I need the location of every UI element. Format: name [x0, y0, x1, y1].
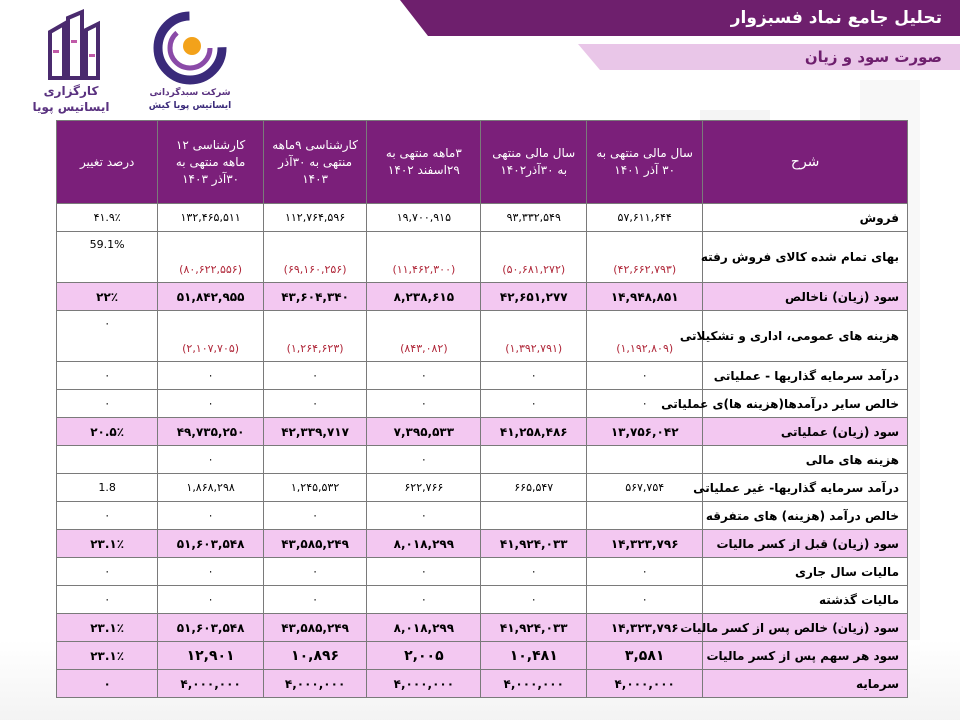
cell-9m-1403: ۰ — [263, 558, 366, 586]
cell-12m-1403: ۵۱,۶۰۳,۵۴۸ — [158, 530, 264, 558]
cell-12m-1403: ۰ — [158, 446, 264, 474]
cell-change-percent: ۰ — [57, 558, 158, 586]
cell-9m-1403: ۴۳,۵۸۵,۲۴۹ — [263, 530, 366, 558]
cell-3m-1402: ۴,۰۰۰,۰۰۰ — [367, 670, 481, 698]
fund-logo-line1: شرکت سبدگردانی — [149, 88, 231, 98]
page-title — [428, 0, 960, 36]
broker-logo-line1: کارگزاری — [43, 84, 99, 98]
cell-fy1401: ۴,۰۰۰,۰۰۰ — [587, 670, 703, 698]
row-label: مالیات سال جاری — [703, 558, 908, 586]
column-header: سال مالی منتهی به ۳۰آذر۱۴۰۲ — [481, 121, 587, 204]
cell-change-percent: ۰ — [57, 670, 158, 698]
table-row — [57, 446, 908, 474]
cell-change-percent: 1.8 — [57, 474, 158, 502]
cell-change-percent: ۲۰.۵٪ — [57, 418, 158, 446]
cell-9m-1403: (۶۹,۱۶۰,۲۵۶) — [263, 232, 366, 283]
cell-3m-1402: ۰ — [367, 586, 481, 614]
cell-fy1402: (۱,۳۹۲,۷۹۱) — [481, 311, 587, 362]
cell-12m-1403: ۴,۰۰۰,۰۰۰ — [158, 670, 264, 698]
broker-logo-icon — [12, 10, 130, 82]
cell-fy1401: ۰ — [587, 586, 703, 614]
cell-fy1401 — [587, 502, 703, 530]
cell-fy1402 — [481, 446, 587, 474]
cell-fy1401: ۱۳,۷۵۶,۰۴۲ — [587, 418, 703, 446]
cell-9m-1403 — [263, 446, 366, 474]
row-label: خالص درآمد (هزینه) های متفرقه — [703, 502, 908, 530]
fund-logo-icon — [140, 10, 240, 86]
cell-change-percent: ۲۲٪ — [57, 283, 158, 311]
cell-change-percent: ۴۱.۹٪ — [57, 204, 158, 232]
cell-change-percent: 59.1% — [57, 232, 158, 283]
column-header: کارشناسی ۹ماهه منتهی به ۳۰آذر ۱۴۰۳ — [263, 121, 366, 204]
cell-fy1401: (۴۲,۶۶۲,۷۹۳) — [587, 232, 703, 283]
table-row — [57, 558, 908, 586]
cell-fy1401: (۱,۱۹۲,۸۰۹) — [587, 311, 703, 362]
row-label: سرمایه — [703, 670, 908, 698]
cell-12m-1403: ۰ — [158, 390, 264, 418]
row-label: هزینه های عمومی، اداری و تشکیلاتی — [703, 311, 908, 362]
fund-logo — [140, 10, 240, 114]
table-row — [57, 232, 908, 283]
cell-9m-1403: ۰ — [263, 390, 366, 418]
cell-12m-1403: ۰ — [158, 586, 264, 614]
row-label: درآمد سرمایه گذاریها - عملیاتی — [703, 362, 908, 390]
table-row — [57, 204, 908, 232]
cell-fy1401 — [587, 446, 703, 474]
cell-fy1401: ۱۴,۳۲۳,۷۹۶ — [587, 614, 703, 642]
cell-3m-1402: (۸۴۳,۰۸۲) — [367, 311, 481, 362]
cell-fy1401: ۰ — [587, 362, 703, 390]
cell-3m-1402: ۲,۰۰۵ — [367, 642, 481, 670]
cell-fy1402: ۹۳,۳۳۲,۵۴۹ — [481, 204, 587, 232]
cell-fy1401: ۵۶۷,۷۵۴ — [587, 474, 703, 502]
table-row — [57, 418, 908, 446]
cell-9m-1403: ۰ — [263, 502, 366, 530]
cell-12m-1403: ۰ — [158, 502, 264, 530]
broker-logo — [12, 10, 130, 114]
cell-change-percent: ۲۳.۱٪ — [57, 530, 158, 558]
cell-fy1401: ۰ — [587, 558, 703, 586]
cell-fy1402 — [481, 502, 587, 530]
row-label: هزینه های مالی — [703, 446, 908, 474]
cell-12m-1403: ۰ — [158, 558, 264, 586]
cell-3m-1402: ۰ — [367, 558, 481, 586]
cell-9m-1403: ۱۱۲,۷۶۴,۵۹۶ — [263, 204, 366, 232]
cell-change-percent: ۰ — [57, 362, 158, 390]
cell-9m-1403: ۰ — [263, 362, 366, 390]
cell-12m-1403: ۴۹,۷۳۵,۲۵۰ — [158, 418, 264, 446]
income-statement-table — [56, 120, 908, 698]
broker-logo-line2: ایساتیس پویا — [32, 100, 110, 114]
cell-9m-1403: ۴,۰۰۰,۰۰۰ — [263, 670, 366, 698]
cell-3m-1402: ۷,۳۹۵,۵۳۳ — [367, 418, 481, 446]
row-label: درآمد سرمایه گذاریها- غیر عملیاتی — [703, 474, 908, 502]
cell-fy1402: ۴۲,۶۵۱,۲۷۷ — [481, 283, 587, 311]
fund-logo-line2: ایساتیس پویا کیش — [148, 101, 232, 111]
row-label: خالص سایر درآمدها(هزینه ها)ی عملیاتی — [703, 390, 908, 418]
table-row — [57, 670, 908, 698]
cell-fy1401: ۳,۵۸۱ — [587, 642, 703, 670]
cell-3m-1402: ۰ — [367, 446, 481, 474]
cell-change-percent — [57, 446, 158, 474]
cell-change-percent: ۲۳.۱٪ — [57, 642, 158, 670]
table-header-row — [57, 121, 908, 204]
table-row — [57, 283, 908, 311]
cell-fy1402: ۴۱,۹۲۴,۰۳۳ — [481, 530, 587, 558]
column-header: کارشناسی ۱۲ ماهه منتهی به ۳۰آذر ۱۴۰۳ — [158, 121, 264, 204]
cell-fy1402: (۵۰,۶۸۱,۲۷۲) — [481, 232, 587, 283]
cell-change-percent: ۲۳.۱٪ — [57, 614, 158, 642]
cell-9m-1403: ۴۳,۵۸۵,۲۴۹ — [263, 614, 366, 642]
cell-change-percent: ۰ — [57, 311, 158, 362]
cell-3m-1402: ۸,۲۳۸,۶۱۵ — [367, 283, 481, 311]
row-label: سود (زیان) عملیاتی — [703, 418, 908, 446]
row-label: فروش — [703, 204, 908, 232]
cell-fy1402: ۰ — [481, 558, 587, 586]
cell-12m-1403: ۱۳۲,۴۶۵,۵۱۱ — [158, 204, 264, 232]
cell-3m-1402: ۸,۰۱۸,۲۹۹ — [367, 614, 481, 642]
cell-3m-1402: ۸,۰۱۸,۲۹۹ — [367, 530, 481, 558]
cell-9m-1403: ۱,۲۴۵,۵۳۲ — [263, 474, 366, 502]
table-row — [57, 311, 908, 362]
cell-fy1402: ۱۰,۴۸۱ — [481, 642, 587, 670]
cell-12m-1403: ۱,۸۶۸,۲۹۸ — [158, 474, 264, 502]
cell-12m-1403: (۲,۱۰۷,۷۰۵) — [158, 311, 264, 362]
cell-fy1401: ۱۴,۹۴۸,۸۵۱ — [587, 283, 703, 311]
page-title-text: تحلیل جامع نماد فسبزوار — [730, 8, 942, 28]
row-label: سود (زیان) خالص پس از کسر مالیات — [703, 614, 908, 642]
cell-3m-1402: (۱۱,۴۶۲,۳۰۰) — [367, 232, 481, 283]
cell-12m-1403: (۸۰,۶۲۲,۵۵۶) — [158, 232, 264, 283]
cell-fy1402: ۰ — [481, 586, 587, 614]
cell-fy1402: ۴,۰۰۰,۰۰۰ — [481, 670, 587, 698]
row-label: سود هر سهم پس از کسر مالیات — [703, 642, 908, 670]
table-row — [57, 614, 908, 642]
table-row — [57, 502, 908, 530]
cell-fy1402: ۶۶۵,۵۴۷ — [481, 474, 587, 502]
cell-fy1402: ۴۱,۲۵۸,۴۸۶ — [481, 418, 587, 446]
table-row — [57, 586, 908, 614]
table-row — [57, 474, 908, 502]
column-header: ۳ماهه منتهی به ۲۹اسفند ۱۴۰۲ — [367, 121, 481, 204]
cell-12m-1403: ۵۱,۸۴۲,۹۵۵ — [158, 283, 264, 311]
cell-9m-1403: ۰ — [263, 586, 366, 614]
cell-change-percent: ۰ — [57, 502, 158, 530]
cell-fy1401: ۱۴,۳۲۳,۷۹۶ — [587, 530, 703, 558]
cell-fy1402: ۰ — [481, 390, 587, 418]
row-label: سود (زیان) ناخالص — [703, 283, 908, 311]
cell-change-percent: ۰ — [57, 390, 158, 418]
column-header: شرح — [703, 121, 908, 204]
row-label: بهای تمام شده کالای فروش رفته — [703, 232, 908, 283]
row-label: سود (زیان) قبل از کسر مالیات — [703, 530, 908, 558]
cell-12m-1403: ۰ — [158, 362, 264, 390]
cell-9m-1403: ۴۲,۳۳۹,۷۱۷ — [263, 418, 366, 446]
cell-9m-1403: ۱۰,۸۹۶ — [263, 642, 366, 670]
table-row — [57, 362, 908, 390]
cell-3m-1402: ۰ — [367, 390, 481, 418]
cell-fy1402: ۰ — [481, 362, 587, 390]
cell-9m-1403: ۴۳,۶۰۴,۳۴۰ — [263, 283, 366, 311]
cell-3m-1402: ۰ — [367, 362, 481, 390]
cell-12m-1403: ۵۱,۶۰۳,۵۴۸ — [158, 614, 264, 642]
table-row — [57, 642, 908, 670]
page-subtitle-text: صورت سود و زیان — [804, 48, 942, 66]
cell-3m-1402: ۰ — [367, 502, 481, 530]
cell-fy1401: ۵۷,۶۱۱,۶۴۴ — [587, 204, 703, 232]
cell-fy1401: ۰ — [587, 390, 703, 418]
cell-9m-1403: (۱,۲۶۴,۶۲۳) — [263, 311, 366, 362]
table-row — [57, 390, 908, 418]
cell-3m-1402: ۱۹,۷۰۰,۹۱۵ — [367, 204, 481, 232]
cell-change-percent: ۰ — [57, 586, 158, 614]
row-label: مالیات گذشته — [703, 586, 908, 614]
table-row — [57, 530, 908, 558]
cell-fy1402: ۴۱,۹۲۴,۰۳۳ — [481, 614, 587, 642]
cell-3m-1402: ۶۲۲,۷۶۶ — [367, 474, 481, 502]
column-header: درصد تغییر — [57, 121, 158, 204]
cell-12m-1403: ۱۲,۹۰۱ — [158, 642, 264, 670]
page-subtitle — [600, 44, 960, 70]
column-header: سال مالی منتهی به ۳۰ آذر ۱۴۰۱ — [587, 121, 703, 204]
